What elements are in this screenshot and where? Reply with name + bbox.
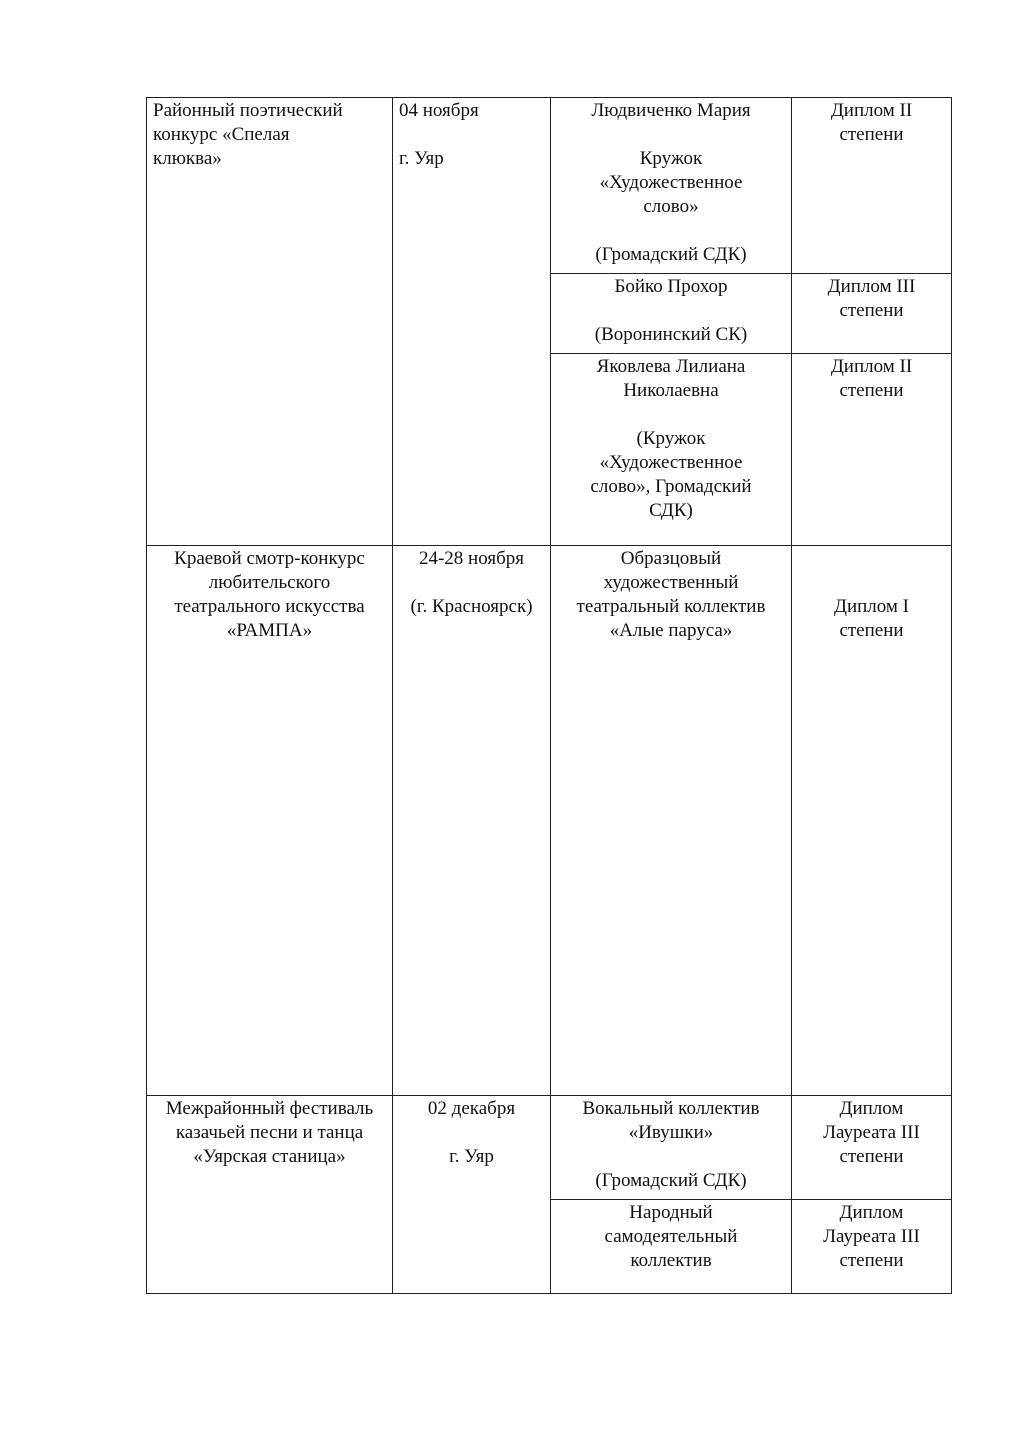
participant-org: (Громадский СДК) bbox=[595, 244, 747, 265]
participant-org: слово», Громадский bbox=[590, 476, 752, 497]
event-name-line: казачьей песни и танца bbox=[175, 1122, 364, 1143]
participant-cell bbox=[551, 354, 792, 546]
event-name-line: «Уярская станица» bbox=[193, 1146, 346, 1167]
participant-org: (Воронинский СК) bbox=[594, 324, 748, 345]
participant-name: «Ивушки» bbox=[628, 1122, 714, 1143]
participant-name: Людвиченко Мария bbox=[591, 100, 751, 121]
event-cell bbox=[147, 98, 393, 546]
award-text: степени bbox=[839, 380, 904, 401]
participant-group: слово» bbox=[643, 196, 699, 217]
participant-name: Образцовый bbox=[620, 548, 722, 569]
award-cell bbox=[792, 1200, 952, 1294]
participant-org: «Художественное bbox=[599, 452, 743, 473]
award-text: степени bbox=[839, 124, 904, 145]
award-text: степени bbox=[839, 1250, 904, 1271]
event-place: г. Уяр bbox=[449, 1146, 494, 1167]
award-text: Диплом bbox=[839, 1202, 904, 1223]
event-cell bbox=[147, 1096, 393, 1294]
award-text: Диплом I bbox=[833, 596, 910, 617]
award-text: Диплом III bbox=[827, 276, 916, 297]
participant-cell bbox=[551, 546, 792, 1096]
table-row bbox=[147, 546, 952, 1096]
event-name-line: «РАМПА» bbox=[226, 620, 313, 641]
participant-cell bbox=[551, 1096, 792, 1200]
participant-org: СДК) bbox=[649, 500, 693, 521]
event-place: г. Уяр bbox=[399, 148, 444, 169]
award-text: степени bbox=[839, 300, 904, 321]
award-text: Лауреата III bbox=[823, 1122, 920, 1143]
participant-name: «Алые паруса» bbox=[609, 620, 733, 641]
table-row bbox=[147, 98, 952, 274]
award-cell bbox=[792, 98, 952, 274]
award-cell bbox=[792, 274, 952, 354]
participant-org: (Кружок bbox=[636, 428, 706, 449]
participant-name: Вокальный коллектив bbox=[582, 1098, 760, 1119]
participant-cell bbox=[551, 1200, 792, 1294]
date-cell bbox=[393, 1096, 551, 1294]
participant-name: театральный коллектив bbox=[576, 596, 766, 617]
participant-name: самодеятельный bbox=[604, 1226, 738, 1247]
table-row bbox=[147, 1096, 952, 1200]
award-cell bbox=[792, 1096, 952, 1200]
date-cell bbox=[393, 546, 551, 1096]
award-text: степени bbox=[839, 1146, 904, 1167]
event-cell bbox=[147, 546, 393, 1096]
event-date: 02 декабря bbox=[427, 1098, 516, 1119]
event-name-line: Межрайонный фестиваль bbox=[165, 1098, 374, 1119]
award-text: Диплом II bbox=[830, 100, 913, 121]
event-name-line: Краевой смотр-конкурс bbox=[174, 548, 365, 569]
participant-name: Народный bbox=[629, 1202, 713, 1223]
participant-org: (Громадский СДК) bbox=[595, 1170, 747, 1191]
event-name-line: конкурс «Спелая bbox=[153, 124, 290, 145]
participant-cell bbox=[551, 98, 792, 274]
award-cell bbox=[792, 546, 952, 1096]
participant-name: Бойко Прохор bbox=[614, 276, 728, 297]
event-name-line: театрального искусства bbox=[174, 596, 365, 617]
award-cell bbox=[792, 354, 952, 546]
results-table bbox=[146, 97, 952, 1294]
date-cell bbox=[393, 98, 551, 546]
event-date: 24-28 ноября bbox=[418, 548, 525, 569]
participant-cell bbox=[551, 274, 792, 354]
event-name-line: клюква» bbox=[153, 148, 222, 169]
participant-group: Кружок bbox=[639, 148, 703, 169]
participant-name: Николаевна bbox=[623, 380, 719, 401]
participant-name: коллектив bbox=[630, 1250, 712, 1271]
event-date: 04 ноября bbox=[399, 100, 479, 121]
award-text: Лауреата III bbox=[823, 1226, 920, 1247]
participant-group: «Художественное bbox=[599, 172, 743, 193]
award-text: Диплом II bbox=[830, 356, 913, 377]
event-name-line: Районный поэтический bbox=[153, 100, 343, 121]
participant-name: Яковлева Лилиана bbox=[596, 356, 746, 377]
award-text: Диплом bbox=[839, 1098, 904, 1119]
participant-name: художественный bbox=[603, 572, 739, 593]
award-text: степени bbox=[839, 620, 904, 641]
event-place: (г. Красноярск) bbox=[410, 596, 533, 617]
event-name-line: любительского bbox=[208, 572, 331, 593]
